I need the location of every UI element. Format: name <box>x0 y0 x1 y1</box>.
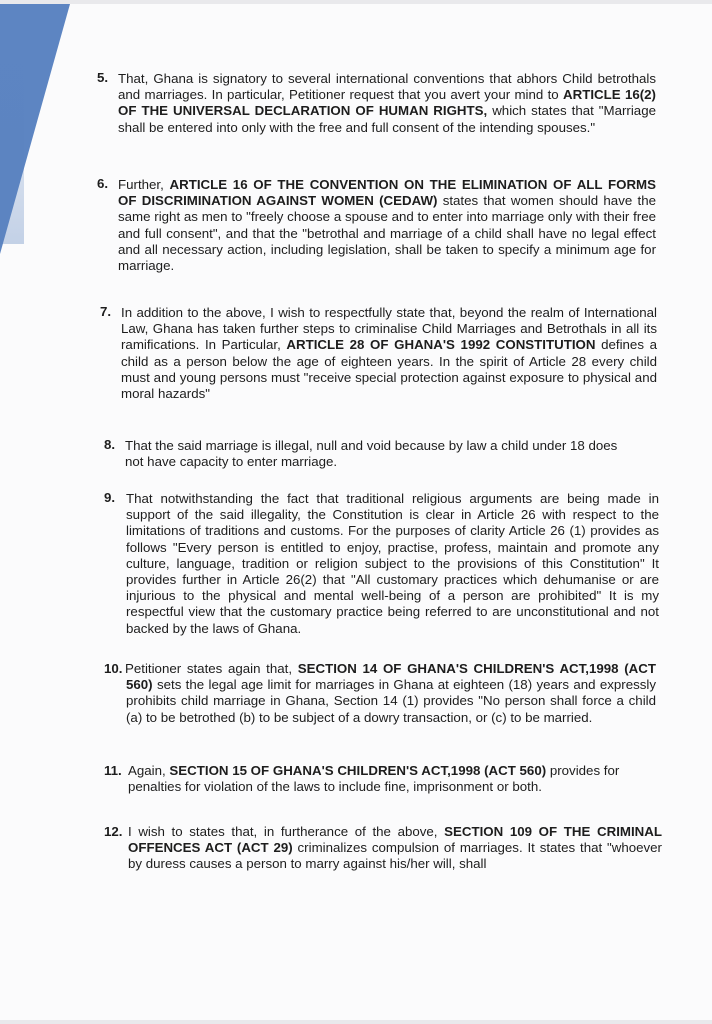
legal-citation: ARTICLE 28 OF GHANA'S 1992 CONSTITUTION <box>286 337 596 353</box>
paragraph-text <box>128 824 662 873</box>
paragraph-text <box>128 763 658 795</box>
paragraph-run: That notwithstanding the fact that traditional religious arguments are being made in support of the said illegality, the Constitution is clear in Article 26 with respect to the limitations of traditions and customs. For the purposes of clarity Article 26 (1) provides as follows "Every person is entitled to enjoy, practise, profess, maintain and promote any culture, language, tradition or religion subject to the provisions of this Constitution" It provides further in Article 26(2) that "All customary practices which dehumanise or are injurious to the physical and mental well-being of a person are prohibited" It is my respectful view that the customary practice being referred to are unconstitutional and not backed by the laws of Ghana. <box>126 491 659 636</box>
paragraph-run: That the said marriage is illegal, null and void because by law a child under 18 does not have capacity to enter marriage. <box>125 438 618 470</box>
legal-citation: SECTION 15 OF GHANA'S CHILDREN'S ACT,1998 (ACT 560) <box>169 763 547 778</box>
paragraph-text <box>126 661 656 726</box>
paragraph-number: 8. <box>104 437 116 452</box>
paragraph-number: 9. <box>104 490 116 505</box>
blue-binder-shadow <box>0 4 24 244</box>
paragraph-number: 6. <box>97 176 109 191</box>
paragraph-run: sets the legal age limit for marriages in Ghana at eighteen (18) years and expressly prohibits child marriage in Ghana, Section 14 (1) provides "No person shall force a child (a) to be betrothed (b) to be subject of a dowry transaction, or (c) to be married. <box>126 677 656 725</box>
paragraph-text <box>118 71 656 136</box>
paragraph-number: 5. <box>97 70 109 85</box>
paragraph-run: provides for penalties for violation of the laws to include fine, imprisonment or both. <box>128 763 620 795</box>
document-page <box>0 4 712 1020</box>
paragraph-text <box>118 177 656 274</box>
legal-citation: ARTICLE 16 OF THE CONVENTION ON THE ELIMINATION OF ALL FORMS OF DISCRIMINATION AGAINST WOMEN (CEDAW) <box>118 177 656 209</box>
legal-citation: SECTION 14 OF GHANA'S CHILDREN'S ACT,1998 (ACT 560) <box>126 661 656 693</box>
paragraph-run: defines a child as a person below the age of eighteen years. In the spirit of Article 28 every child must and young persons must "receive special protection against exposure to physical and moral hazards" <box>121 337 657 402</box>
paragraph-number: 10. <box>104 661 123 676</box>
paragraph-text <box>126 491 659 637</box>
paragraph-run: That, Ghana is signatory to several international conventions that abhors Child betrothals and marriages. In particular, Petitioner request that you avert your mind to <box>118 71 656 103</box>
paragraph-text <box>121 305 657 402</box>
paragraph-number: 7. <box>100 304 112 319</box>
paragraph-run: Petitioner states again that, <box>125 661 298 676</box>
paragraph-text <box>125 438 635 470</box>
legal-citation: ARTICLE 16(2) OF THE UNIVERSAL DECLARATION OF HUMAN RIGHTS, <box>118 87 656 119</box>
paragraph-number: 12. <box>104 824 123 839</box>
paragraph-run: which states that "Marriage shall be entered into only with the free and full consent of the intending spouses." <box>118 103 656 135</box>
paragraph-number: 11. <box>104 763 122 778</box>
paragraph-run: states that women should have the same right as men to "freely choose a spouse and to enter into marriage only with their free and full consent", and that the "betrothal and marriage of a child shall have no legal effect and all necessary action, including legislation, shall be taken to specify a minimum age for marriage. <box>118 193 656 274</box>
paragraph-run: criminalizes compulsion of marriages. It states that "whoever by duress causes a person to marry against his/her will, shall <box>128 840 662 872</box>
paragraph-run: I wish to states that, in furtherance of the above, <box>128 824 445 839</box>
paragraph-run: Further, <box>118 177 170 192</box>
legal-citation: SECTION 109 OF THE CRIMINAL OFFENCES ACT (ACT 29) <box>128 824 662 856</box>
paragraph-run: Again, <box>128 763 170 778</box>
paragraph-run: In addition to the above, I wish to respectfully state that, beyond the realm of International Law, Ghana has taken further steps to criminalise Child Marriages and Betrothals in all its ramifications. In Particular, <box>121 305 657 353</box>
